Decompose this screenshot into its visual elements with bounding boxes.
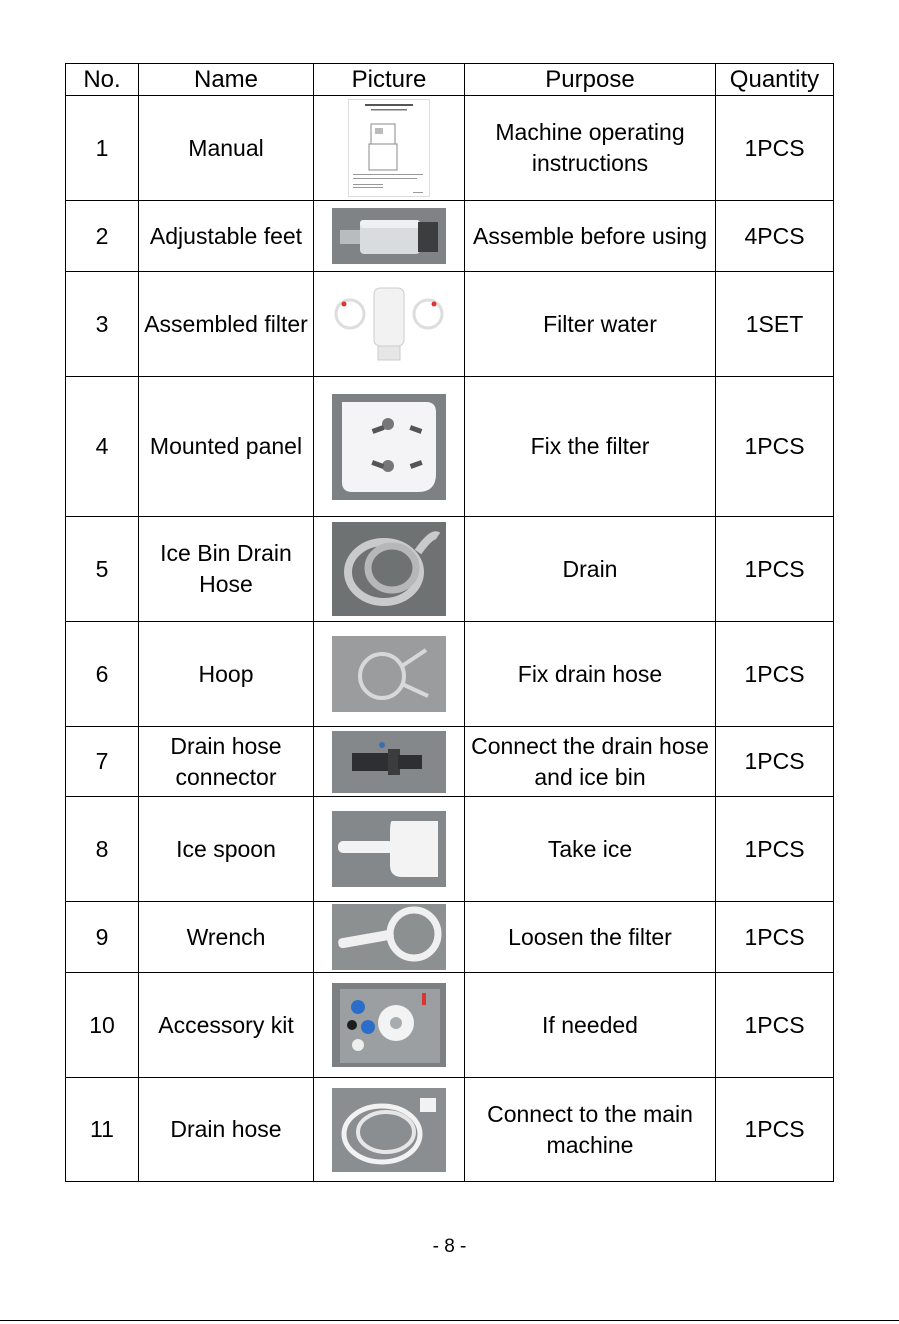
item-name: Manual — [139, 96, 314, 201]
item-picture — [314, 727, 465, 797]
header-no: No. — [66, 64, 139, 96]
item-name: Mounted panel — [139, 377, 314, 517]
item-name: Wrench — [139, 902, 314, 973]
drain-hose-icon — [332, 522, 446, 616]
row-number: 3 — [66, 272, 139, 377]
row-number: 8 — [66, 797, 139, 902]
table-row — [66, 201, 834, 272]
item-purpose: Connect to the main machine — [465, 1078, 716, 1182]
item-purpose: Machine operating instructions — [465, 96, 716, 201]
row-number: 4 — [66, 377, 139, 517]
header-purpose: Purpose — [465, 64, 716, 96]
item-name: Drain hose — [139, 1078, 314, 1182]
item-quantity: 1PCS — [716, 377, 834, 517]
hoop-icon — [332, 636, 446, 712]
item-picture — [314, 272, 465, 377]
table-row — [66, 622, 834, 727]
item-name: Ice spoon — [139, 797, 314, 902]
table-row — [66, 377, 834, 517]
item-quantity: 1PCS — [716, 797, 834, 902]
item-quantity: 1PCS — [716, 517, 834, 622]
row-number: 9 — [66, 902, 139, 973]
manual-icon — [348, 99, 430, 197]
item-picture — [314, 1078, 465, 1182]
item-quantity: 1SET — [716, 272, 834, 377]
table-row — [66, 902, 834, 973]
item-name: Adjustable feet — [139, 201, 314, 272]
item-quantity: 1PCS — [716, 727, 834, 797]
bottom-divider — [0, 1320, 899, 1321]
table-row — [66, 727, 834, 797]
item-name: Accessory kit — [139, 973, 314, 1078]
filter-icon — [332, 282, 446, 366]
page-number: - 8 - — [432, 1236, 467, 1257]
item-purpose: Take ice — [465, 797, 716, 902]
header-quantity: Quantity — [716, 64, 834, 96]
table-row — [66, 973, 834, 1078]
item-name: Ice Bin Drain Hose — [139, 517, 314, 622]
item-picture — [314, 797, 465, 902]
wrench-icon — [332, 904, 446, 970]
table-row — [66, 517, 834, 622]
item-quantity: 1PCS — [716, 902, 834, 973]
header-name: Name — [139, 64, 314, 96]
row-number: 7 — [66, 727, 139, 797]
item-purpose: Assemble before using — [465, 201, 716, 272]
row-number: 10 — [66, 973, 139, 1078]
item-purpose: Fix drain hose — [465, 622, 716, 727]
item-purpose: Fix the filter — [465, 377, 716, 517]
item-purpose: Connect the drain hose and ice bin — [465, 727, 716, 797]
item-picture — [314, 201, 465, 272]
accessories-table — [65, 63, 834, 1182]
white-hose-icon — [332, 1088, 446, 1172]
item-purpose: Filter water — [465, 272, 716, 377]
table-row — [66, 1078, 834, 1182]
item-purpose: If needed — [465, 973, 716, 1078]
item-picture — [314, 622, 465, 727]
header-picture: Picture — [314, 64, 465, 96]
item-picture — [314, 377, 465, 517]
item-quantity: 1PCS — [716, 622, 834, 727]
row-number: 1 — [66, 96, 139, 201]
row-number: 5 — [66, 517, 139, 622]
table-row — [66, 797, 834, 902]
row-number: 2 — [66, 201, 139, 272]
item-picture — [314, 96, 465, 201]
table-row — [66, 272, 834, 377]
item-name: Drain hose connector — [139, 727, 314, 797]
table-header-row — [66, 64, 834, 96]
accessory-kit-icon — [332, 983, 446, 1067]
connector-icon — [332, 731, 446, 793]
table-row — [66, 96, 834, 201]
item-picture — [314, 902, 465, 973]
item-quantity: 1PCS — [716, 96, 834, 201]
item-picture — [314, 517, 465, 622]
item-picture — [314, 973, 465, 1078]
mounted-panel-icon — [332, 394, 446, 500]
item-purpose: Drain — [465, 517, 716, 622]
ice-spoon-icon — [332, 811, 446, 887]
adjustable-feet-icon — [332, 208, 446, 264]
item-name: Assembled filter — [139, 272, 314, 377]
item-purpose: Loosen the filter — [465, 902, 716, 973]
item-name: Hoop — [139, 622, 314, 727]
item-quantity: 1PCS — [716, 973, 834, 1078]
row-number: 6 — [66, 622, 139, 727]
row-number: 11 — [66, 1078, 139, 1182]
item-quantity: 1PCS — [716, 1078, 834, 1182]
item-quantity: 4PCS — [716, 201, 834, 272]
